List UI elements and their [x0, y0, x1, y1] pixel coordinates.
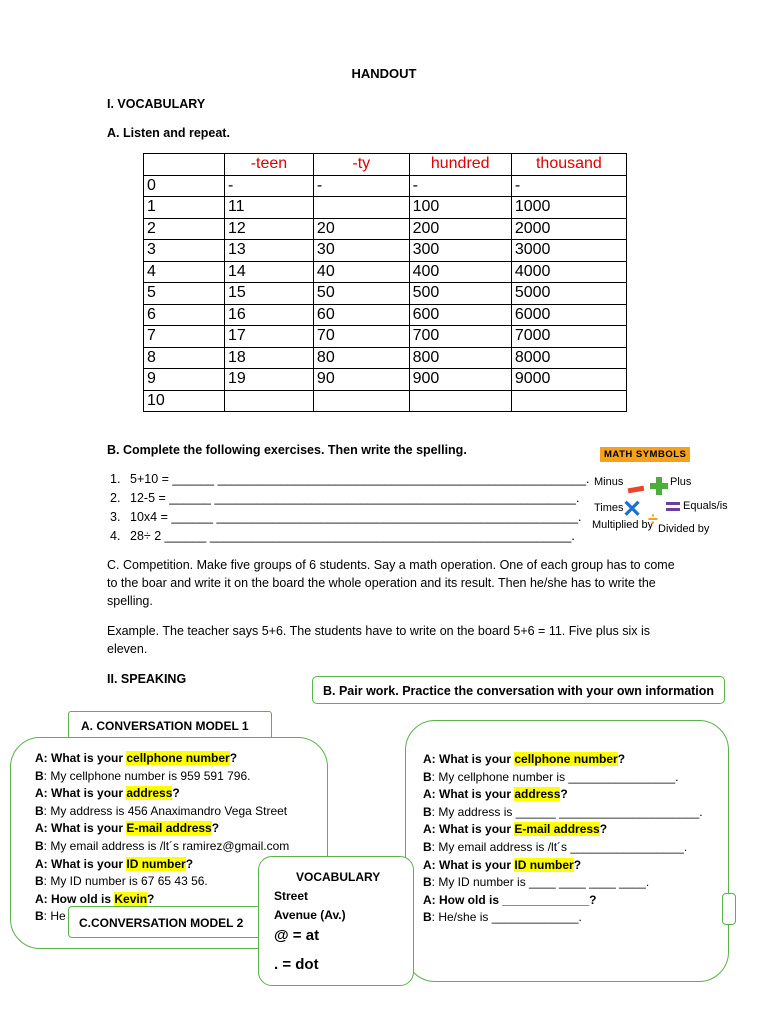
- table-cell: 1: [144, 197, 225, 219]
- section-vocabulary-heading: I. VOCABULARY: [107, 97, 206, 111]
- table-cell: 0: [144, 175, 225, 197]
- table-cell: 17: [224, 326, 313, 348]
- question-end: ?: [599, 822, 608, 837]
- highlighted-term: E-mail address: [126, 821, 212, 836]
- speaker-b-line: B: He/she is _____________.: [423, 910, 582, 925]
- part-a-heading: A. Listen and repeat.: [107, 126, 230, 140]
- speaker-a-line: A: What is your cellphone number?: [35, 751, 238, 765]
- question-text: What is your: [439, 857, 515, 872]
- answer-text: My ID number is 67 65 43 56.: [50, 874, 208, 889]
- question-end: ?: [617, 752, 626, 766]
- table-cell: 5000: [511, 283, 626, 305]
- highlighted-term: cellphone number: [514, 752, 618, 766]
- vocab-dot: . = dot: [274, 956, 319, 973]
- answer-text: He: [50, 909, 66, 924]
- question-end: ?: [573, 857, 582, 872]
- exercise-row: [110, 508, 582, 526]
- table-cell: 3: [144, 240, 225, 262]
- table-cell: [409, 390, 511, 412]
- table-row: [144, 218, 627, 240]
- speaker-a-line: A: What is your address?: [423, 787, 568, 802]
- table-cell: 7000: [511, 326, 626, 348]
- speaker-a-line: A: What is your E-mail address?: [423, 822, 608, 837]
- speaker-a-line: A: How old is _____________?: [423, 892, 597, 907]
- speaker-a-label: A: [423, 787, 432, 802]
- table-header-cell: [144, 154, 225, 176]
- table-cell: 50: [313, 283, 409, 305]
- table-cell: 19: [224, 369, 313, 391]
- question-end: ?: [560, 787, 568, 802]
- speaker-a-line: A: What is your address?: [35, 786, 180, 801]
- answer-text: He/she is _____________.: [438, 910, 582, 925]
- table-cell: 16: [224, 304, 313, 326]
- table-cell: 100: [409, 197, 511, 219]
- table-cell: 6: [144, 304, 225, 326]
- table-cell: [224, 390, 313, 412]
- speaker-b-label: B: [423, 769, 432, 784]
- table-cell: 500: [409, 283, 511, 305]
- exercise-number: 2.: [110, 491, 121, 505]
- table-header-row: [144, 154, 627, 176]
- conversation-model-2: [423, 751, 703, 927]
- vocabulary-box: [258, 856, 414, 986]
- answer-text: My address is ______ _____________________.: [438, 804, 703, 819]
- table-cell: -: [409, 175, 511, 197]
- table-header-cell: -ty: [313, 154, 409, 176]
- question-end: _____________?: [502, 892, 597, 907]
- speaker-a-label: A: [423, 892, 432, 907]
- part-b-heading: B. Complete the following exercises. Then write the spelling.: [107, 443, 467, 457]
- table-row: [144, 175, 627, 197]
- times-icon: ✕: [622, 496, 643, 523]
- speaker-a-label: A: [423, 857, 432, 872]
- exercise-text: 28÷ 2 ______ ____________________________________________________.: [130, 529, 575, 543]
- table-cell: 700: [409, 326, 511, 348]
- question-text: What is your: [439, 752, 515, 766]
- question-end: ?: [172, 786, 180, 801]
- question-end: ?: [211, 821, 220, 836]
- speaker-b-line: B: He: [35, 909, 66, 924]
- table-cell: 6000: [511, 304, 626, 326]
- plus-label: Plus: [670, 476, 692, 488]
- highlighted-term: address: [126, 786, 173, 801]
- box-edge: [722, 893, 736, 925]
- answer-text: My ID number is ____ ____ ____ ____.: [438, 875, 650, 890]
- speaker-a-label: A: [35, 751, 44, 765]
- speaker-b-label: B: [423, 839, 432, 854]
- speaker-b-label: B: [423, 875, 432, 890]
- table-row: [144, 261, 627, 283]
- exercise-row: [110, 527, 575, 545]
- vocab-at: @ = at: [274, 927, 320, 944]
- highlighted-term: E-mail address: [514, 822, 600, 837]
- speaker-a-line: A: What is your cellphone number?: [423, 752, 626, 766]
- table-cell: 1000: [511, 197, 626, 219]
- table-cell: 3000: [511, 240, 626, 262]
- table-row: [144, 390, 627, 412]
- speaker-a-line: A: What is your E-mail address?: [35, 821, 220, 836]
- table-cell: 13: [224, 240, 313, 262]
- speaker-b-label: B: [35, 838, 44, 853]
- table-row: [144, 283, 627, 305]
- exercise-row: [110, 470, 590, 488]
- speaker-b-label: B: [35, 768, 44, 783]
- table-header-cell: thousand: [511, 154, 626, 176]
- table-cell: 11: [224, 197, 313, 219]
- speaker-b-line: B: My ID number is ____ ____ ____ ____.: [423, 875, 650, 890]
- speaker-b-line: B: My cellphone number is 959 591 796.: [35, 768, 251, 783]
- answer-text: My address is 456 Anaximandro Vega Street: [50, 803, 288, 818]
- table-cell: 7: [144, 326, 225, 348]
- speaker-b-line: B: My address is 456 Anaximandro Vega Street: [35, 803, 288, 818]
- speaker-a-line: A: What is your ID number?: [35, 856, 194, 871]
- speaker-b-label: B: [35, 803, 44, 818]
- speaker-a-line: A: What is your ID number?: [423, 857, 582, 872]
- question-end: ?: [185, 856, 194, 871]
- divided-label: Divided by: [658, 523, 710, 535]
- table-cell: -: [313, 175, 409, 197]
- equals-label: Equals/is: [683, 500, 728, 512]
- conversation-model-2-label: [68, 906, 268, 938]
- table-header-cell: -teen: [224, 154, 313, 176]
- table-cell: 8000: [511, 347, 626, 369]
- question-text: How old is: [439, 892, 503, 907]
- equals-icon: [666, 502, 680, 512]
- table-cell: 2000: [511, 218, 626, 240]
- speaker-b-line: B: My email address is /lt´s _________________.: [423, 839, 688, 854]
- question-text: What is your: [439, 787, 515, 802]
- table-cell: 200: [409, 218, 511, 240]
- table-cell: 30: [313, 240, 409, 262]
- part-c-instructions: C. Competition. Make five groups of 6 students. Say a math operation. One of each group has to come to the boar and write it on the board the whole operation and its result. Then he/she has to write the spelling.: [107, 558, 675, 608]
- speaker-a-label: A: [35, 891, 44, 906]
- speaker-b-label: B: [423, 910, 432, 925]
- speaker-b-label: B: [423, 804, 432, 819]
- answer-text: My email address is /lt´s _________________.: [438, 839, 688, 854]
- pair-work-instruction: B. Pair work. Practice the conversation with your own information: [323, 684, 715, 698]
- conversation-model-2-title: C.CONVERSATION MODEL 2: [79, 916, 244, 930]
- table-cell: [313, 197, 409, 219]
- exercise-row: [110, 489, 579, 507]
- table-cell: 90: [313, 369, 409, 391]
- highlighted-term: Kevin: [114, 891, 148, 906]
- vocab-avenue: Avenue (Av.): [274, 908, 346, 922]
- exercise-number: 4.: [110, 529, 121, 543]
- exercise-text: 5+10 = ______ _____________________________________________________.: [130, 472, 590, 486]
- table-cell: 600: [409, 304, 511, 326]
- table-cell: -: [511, 175, 626, 197]
- speaker-a-label: A: [423, 752, 432, 766]
- table-row: [144, 347, 627, 369]
- speaker-a-label: A: [35, 856, 44, 871]
- highlighted-term: ID number: [126, 856, 186, 871]
- table-cell: 5: [144, 283, 225, 305]
- speaker-a-label: A: [35, 821, 44, 836]
- table-row: [144, 326, 627, 348]
- speaker-b-line: B: My cellphone number is ________________.: [423, 769, 679, 784]
- table-cell: 800: [409, 347, 511, 369]
- section-speaking-heading: II. SPEAKING: [107, 672, 187, 686]
- minus-icon: [628, 486, 645, 494]
- question-text: What is your: [51, 786, 127, 801]
- question-text: What is your: [51, 821, 127, 836]
- speaker-b-line: B: My address is ______ _____________________.: [423, 804, 703, 819]
- table-cell: 80: [313, 347, 409, 369]
- table-header-cell: hundred: [409, 154, 511, 176]
- table-row: [144, 197, 627, 219]
- exercise-number: 1.: [110, 472, 121, 486]
- table-cell: [511, 390, 626, 412]
- vocabulary-box-title: VOCABULARY: [296, 870, 381, 884]
- table-cell: 10: [144, 390, 225, 412]
- table-cell: 40: [313, 261, 409, 283]
- table-cell: 300: [409, 240, 511, 262]
- math-symbols-title: MATH SYMBOLS: [600, 447, 690, 462]
- speaker-b-line: B: My email address is /lt´s ramirez@gmail.com: [35, 838, 290, 853]
- times-label: Times: [594, 502, 624, 514]
- minus-label: Minus: [594, 476, 624, 488]
- table-cell: 8: [144, 347, 225, 369]
- table-cell: 4: [144, 261, 225, 283]
- table-cell: 15: [224, 283, 313, 305]
- vocab-street: Street: [274, 889, 309, 903]
- table-cell: 9: [144, 369, 225, 391]
- numbers-table: [143, 153, 627, 412]
- table-cell: 20: [313, 218, 409, 240]
- table-cell: 60: [313, 304, 409, 326]
- answer-text: My cellphone number is 959 591 796.: [50, 768, 251, 783]
- table-cell: -: [224, 175, 313, 197]
- question-text: What is your: [51, 751, 127, 765]
- speaker-b-label: B: [35, 909, 44, 924]
- conversation-model-1-label: [68, 711, 272, 739]
- conversation-model-1: [35, 750, 289, 926]
- math-symbols-graphic: [588, 445, 738, 545]
- table-cell: 9000: [511, 369, 626, 391]
- highlighted-term: ID number: [514, 857, 574, 872]
- exercise-number: 3.: [110, 510, 121, 524]
- highlighted-term: cellphone number: [126, 751, 230, 765]
- question-end: ?: [147, 891, 155, 906]
- table-cell: 4000: [511, 261, 626, 283]
- plus-icon: [650, 477, 668, 495]
- speaker-a-line: A: How old is Kevin?: [35, 891, 155, 906]
- speaker-a-label: A: [35, 786, 44, 801]
- highlighted-term: address: [514, 787, 561, 802]
- speaker-b-line: B: My ID number is 67 65 43 56.: [35, 874, 208, 889]
- table-cell: 18: [224, 347, 313, 369]
- answer-text: My email address is /lt´s ramirez@gmail.com: [50, 838, 290, 853]
- question-end: ?: [229, 751, 238, 765]
- pair-work-box: [312, 676, 725, 704]
- table-row: [144, 369, 627, 391]
- table-cell: 400: [409, 261, 511, 283]
- question-text: What is your: [439, 822, 515, 837]
- table-cell: 70: [313, 326, 409, 348]
- table-cell: 12: [224, 218, 313, 240]
- example-text: Example. The teacher says 5+6. The students have to write on the board 5+6 = 11. Five plus six is eleven.: [107, 624, 651, 656]
- conversation-model-1-title: A. CONVERSATION MODEL 1: [81, 719, 249, 733]
- table-row: [144, 240, 627, 262]
- exercise-text: 10x4 = ______ ____________________________________________________.: [130, 510, 582, 524]
- answer-text: My cellphone number is ________________.: [438, 769, 679, 784]
- question-text: How old is: [51, 891, 115, 906]
- multiplied-label: Multiplied by: [592, 519, 654, 531]
- table-cell: 14: [224, 261, 313, 283]
- divide-icon: ÷: [648, 509, 658, 529]
- speaker-b-label: B: [35, 874, 44, 889]
- page-title: HANDOUT: [351, 66, 417, 81]
- exercise-text: 12-5 = ______ ____________________________________________________.: [130, 491, 580, 505]
- table-row: [144, 304, 627, 326]
- table-cell: 2: [144, 218, 225, 240]
- question-text: What is your: [51, 856, 127, 871]
- table-cell: 900: [409, 369, 511, 391]
- speaker-a-label: A: [423, 822, 432, 837]
- table-cell: [313, 390, 409, 412]
